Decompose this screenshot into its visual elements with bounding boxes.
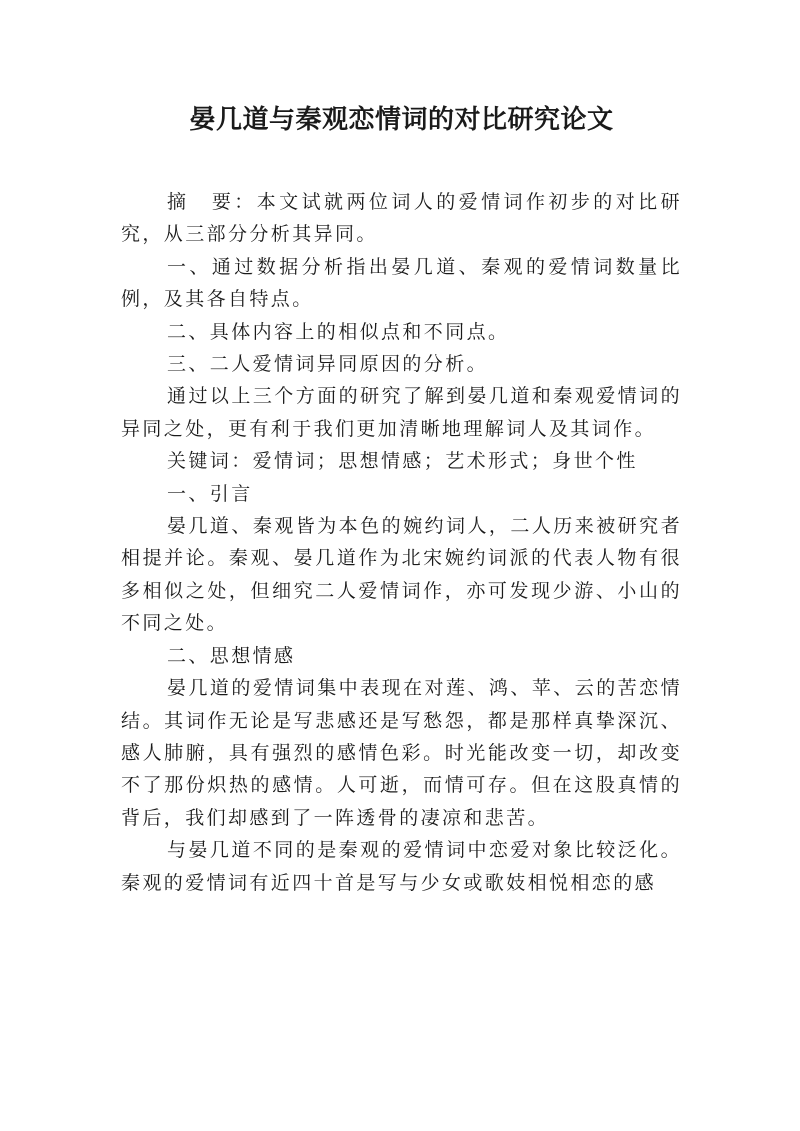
abstract-conclusion: 通过以上三个方面的研究了解到晏几道和秦观爱情词的异同之处，更有利于我们更加清晰地理解词人及其词作。 — [121, 385, 682, 440]
keywords-line: 关键词：爱情词；思想情感；艺术形式；身世个性 — [167, 450, 638, 473]
document-body — [121, 186, 682, 899]
body-paragraph-qin-guan: 与晏几道不同的是秦观的爱情词中恋爱对象比较泛化。秦观的爱情词有近四十首是写与少女或歌妓相悦相恋的感 — [121, 839, 682, 894]
introduction-paragraph: 晏几道、秦观皆为本色的婉约词人，二人历来被研究者相提并论。秦观、晏几道作为北宋婉约词派的代表人物有很多相似之处，但细究二人爱情词作，亦可发现少游、小山的不同之处。 — [121, 515, 682, 635]
abstract-paragraph: 摘 要：本文试就两位词人的爱情词作初步的对比研究，从三部分分析其异同。 — [121, 191, 682, 246]
abstract-point-3: 三、二人爱情词异同原因的分析。 — [167, 353, 489, 376]
section-heading-introduction: 一、引言 — [167, 482, 253, 505]
document-title: 晏几道与秦观恋情词的对比研究论文 — [189, 105, 614, 135]
abstract-point-2: 二、具体内容上的相似点和不同点。 — [167, 320, 510, 343]
section-heading-thoughts-emotions: 二、思想情感 — [167, 644, 296, 667]
body-paragraph-yan-jidao: 晏几道的爱情词集中表现在对莲、鸿、苹、云的苦恋情结。其词作无论是写悲感还是写愁怨，都是那样真挚深沉、感人肺腑，具有强烈的感情色彩。时光能改变一切，却改变不了那份炽热的感情。人可逝，而情可存。但在这股真情的背后，我们却感到了一阵透骨的凄凉和悲苦。 — [121, 677, 682, 829]
abstract-point-1: 一、通过数据分析指出晏几道、秦观的爱情词数量比例，及其各自特点。 — [121, 255, 682, 311]
